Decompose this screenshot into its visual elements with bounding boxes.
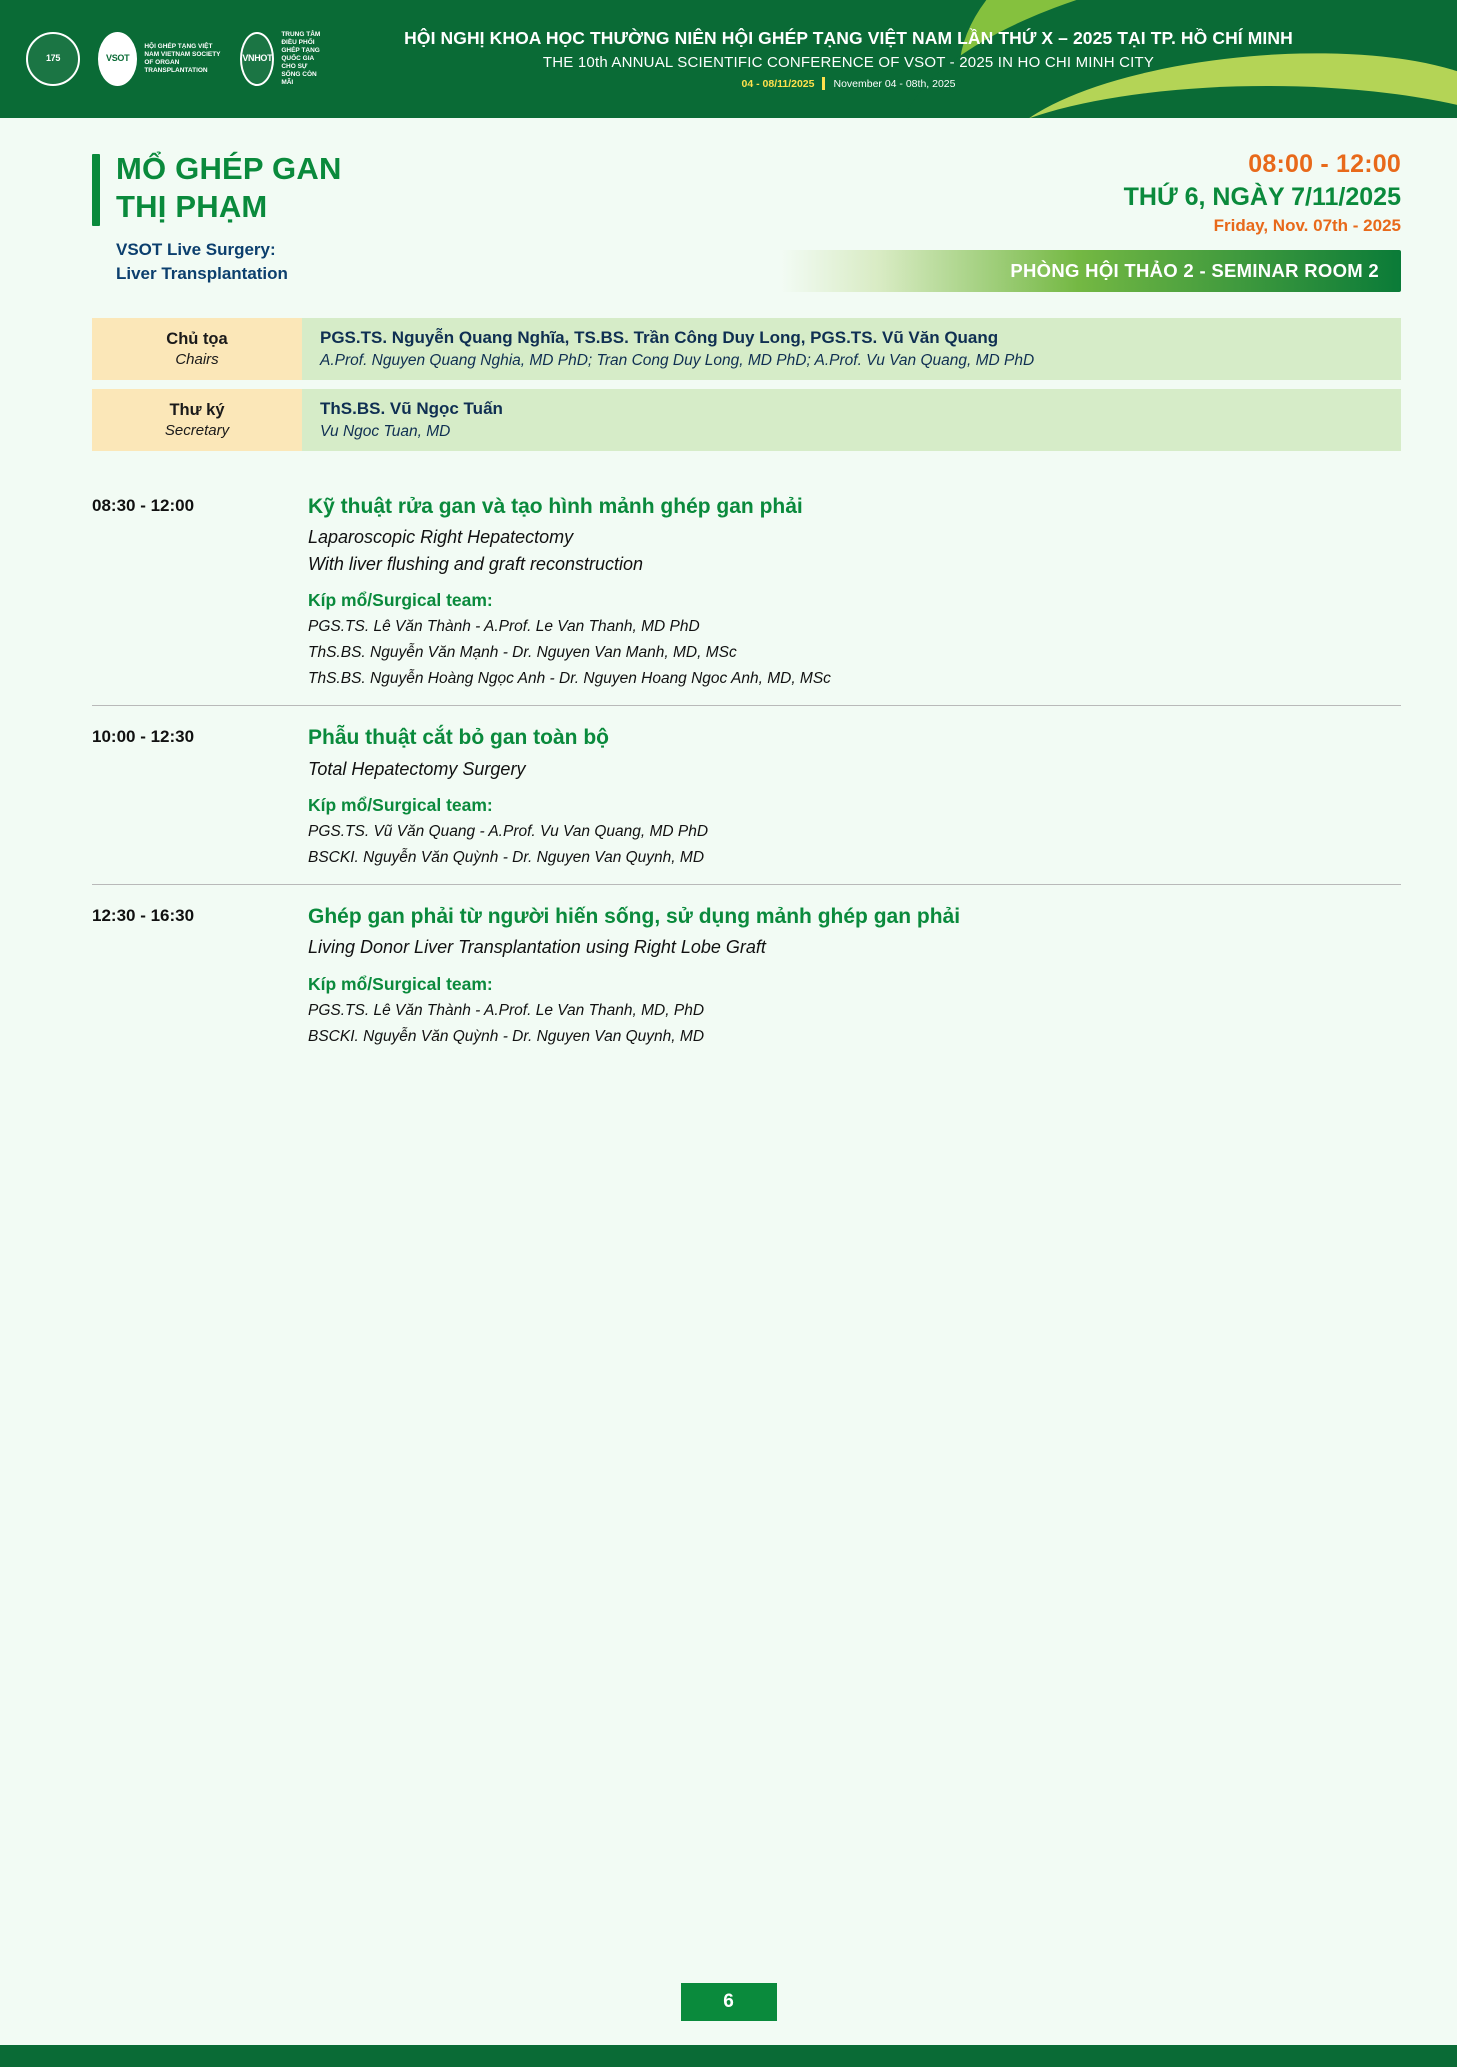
chairs-label-vi: Chủ tọa [166, 330, 228, 348]
chairs-label-en: Chairs [175, 351, 219, 368]
vsot-logo-caption: HỘI GHÉP TẠNG VIỆT NAM VIETNAM SOCIETY OF ORGAN TRANSPLANTATION [144, 42, 221, 75]
session-time-range: 08:00 - 12:00 [1248, 150, 1401, 178]
logo-group [26, 31, 326, 88]
session-meta [92, 318, 1401, 451]
session-date-en: Friday, Nov. 07th - 2025 [1213, 216, 1401, 235]
surgical-team-label: Kíp mổ/Surgical team: [308, 973, 493, 994]
page-subtitle [116, 238, 342, 287]
session-content [308, 724, 1401, 868]
surgical-team-label: Kíp mổ/Surgical team: [308, 794, 493, 815]
conference-date-en: November 04 - 08th, 2025 [833, 77, 956, 90]
vsot-seal-icon: VSOT [98, 32, 137, 86]
team-member: ThS.BS. Nguyễn Văn Mạnh - Dr. Nguyen Van Manh, MD, MSc [308, 644, 737, 662]
secretary-row [92, 389, 1401, 451]
header-title-block [326, 28, 1431, 90]
session-title-row [0, 118, 1457, 292]
team-member: BSCKI. Nguyễn Văn Quỳnh - Dr. Nguyen Van Quynh, MD [308, 1027, 705, 1045]
page-subtitle-line2: Liver Transplantation [116, 264, 288, 284]
chairs-names-en: A.Prof. Nguyen Quang Nghia, MD PhD; Tran Cong Duy Long, MD PhD; A.Prof. Vu Van Quang, MD PhD [320, 352, 1035, 369]
session-title-vi: Phẫu thuật cắt bỏ gan toàn bộ [308, 726, 609, 750]
session-date-vi: THỨ 6, NGÀY 7/11/2025 [1123, 183, 1401, 211]
chairs-row [92, 318, 1401, 380]
team-member: PGS.TS. Vũ Văn Quang - A.Prof. Vu Van Quang, MD PhD [308, 822, 709, 840]
page-number: 6 [681, 1983, 777, 2021]
page-title-line1: MỔ GHÉP GAN [116, 151, 342, 186]
session-title-right [781, 150, 1401, 292]
surgical-team-label: Kíp mổ/Surgical team: [308, 589, 493, 610]
footer-bar [0, 2045, 1457, 2067]
coordination-center-caption: TRUNG TÂM ĐIỀU PHỐI GHÉP TẠNG QUỐC GIA CHO SỰ SỐNG CÒN MÃI [281, 30, 321, 87]
chairs-label [92, 318, 302, 380]
session-title-en-1: Living Donor Liver Transplantation using Right Lobe Graft [308, 937, 766, 958]
session-item [92, 885, 1401, 1063]
session-title-vi: Kỹ thuật rửa gan và tạo hình mảnh ghép gan phải [308, 495, 803, 518]
session-title-en-1: Total Hepatectomy Surgery [308, 758, 526, 779]
secretary-name-en: Vu Ngoc Tuan, MD [320, 423, 451, 440]
team-member: PGS.TS. Lê Văn Thành - A.Prof. Le Van Thanh, MD PhD [308, 617, 700, 635]
page-subtitle-line1: VSOT Live Surgery: [116, 239, 276, 259]
conference-dates [326, 77, 1371, 90]
session-title-en-1: Laparoscopic Right Hepatectomy [308, 527, 574, 548]
conference-title-vi: HỘI NGHỊ KHOA HỌC THƯỜNG NIÊN HỘI GHÉP TẠNG VIỆT NAM LẦN THỨ X – 2025 TẠI TP. HỒ CHÍ MINH [404, 28, 1293, 48]
session-time: 08:30 - 12:00 [92, 496, 195, 515]
secretary-label [92, 389, 302, 451]
conference-date-vi: 04 - 08/11/2025 [741, 77, 815, 90]
team-member: ThS.BS. Nguyễn Hoàng Ngọc Anh - Dr. Nguyen Hoang Ngoc Anh, MD, MSc [308, 670, 831, 688]
date-separator-icon [822, 77, 825, 90]
room-banner: PHÒNG HỘI THẢO 2 - SEMINAR ROOM 2 [781, 250, 1401, 292]
chairs-names-vi: PGS.TS. Nguyễn Quang Nghĩa, TS.BS. Trần Công Duy Long, PGS.TS. Vũ Văn Quang [320, 328, 999, 347]
session-item [92, 706, 1401, 885]
session-content [308, 493, 1401, 689]
page-title [116, 150, 342, 226]
session-item [92, 475, 1401, 706]
conference-title-en: THE 10th ANNUAL SCIENTIFIC CONFERENCE OF VSOT - 2025 IN HO CHI MINH CITY [542, 54, 1155, 71]
secretary-label-en: Secretary [164, 422, 230, 439]
session-title-en-2: With liver flushing and graft reconstruction [308, 553, 643, 574]
title-accent-bar [92, 154, 100, 226]
chairs-value [302, 318, 1401, 380]
military-hospital-175-logo [26, 32, 80, 86]
secretary-label-vi: Thư ký [169, 401, 225, 419]
secretary-value [302, 389, 1401, 451]
session-title-left [92, 150, 781, 287]
session-title-vi: Ghép gan phải từ người hiến sống, sử dụng mảnh ghép gan phải [308, 905, 961, 929]
team-member: PGS.TS. Lê Văn Thành - A.Prof. Le Van Thanh, MD, PhD [308, 1001, 705, 1019]
session-list [92, 475, 1401, 1063]
session-time: 10:00 - 12:30 [92, 727, 195, 747]
session-time: 12:30 - 16:30 [92, 906, 195, 926]
hands-heart-icon: VNHOT [240, 32, 274, 86]
team-member: BSCKI. Nguyễn Văn Quỳnh - Dr. Nguyen Van Quynh, MD [308, 849, 705, 867]
hospital-crest-icon: 175 [26, 32, 80, 86]
session-content [308, 903, 1401, 1047]
page-title-line2: THỊ PHẠM [116, 188, 268, 224]
secretary-name-vi: ThS.BS. Vũ Ngọc Tuấn [320, 399, 503, 418]
page-header [0, 0, 1457, 118]
national-organ-coordination-center-logo [240, 31, 326, 88]
vsot-logo [98, 32, 222, 86]
